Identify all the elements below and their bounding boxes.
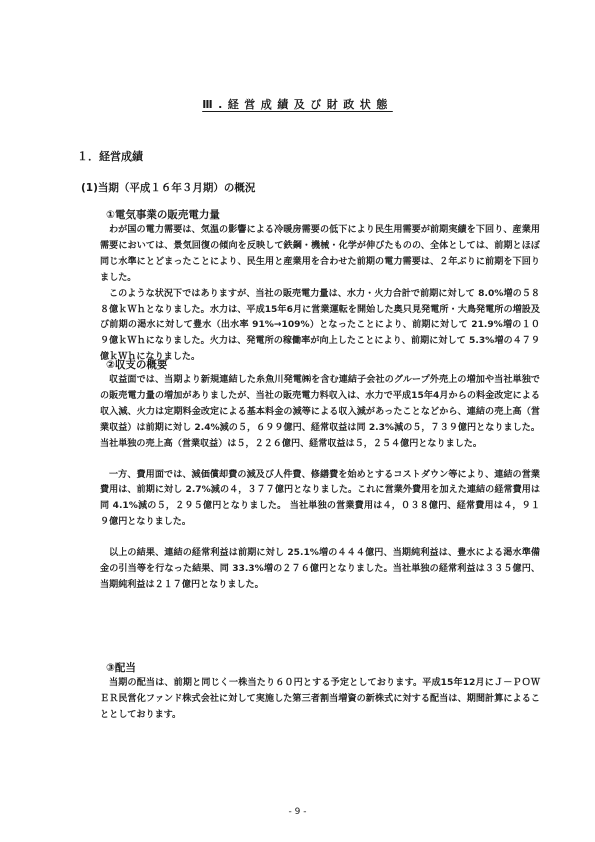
chapter-title: Ⅲ.経営成績及び財政状態 — [202, 98, 393, 111]
item-heading-income-summary: ②収支の概要 — [106, 359, 168, 371]
paragraph-expenses: 一方、費用面では、減価償却費の減及び人件費、修繕費を始めとするコストダウン等により、連結の営業費用は、前期に対し 2.7%減の４，３７７億円となりました。これに営業外費用を加えた連結の経常費用は同 4.1%減の５，２９５億円となりました。 当社単独の営業費用は４，０３８億円、経常費用は４，９１９億円となりました。 — [100, 469, 540, 528]
paragraph-dividend: 当期の配当は、前期と同じく一株当たり６０円とする予定としております。平成15年12月にＪ－ＰＯＷＥＲ民営化ファンド株式会社に対して実施した第三者割当増資の新株式に対する配当は、期間計算によることとしております。 — [100, 678, 540, 720]
item-dividend — [100, 660, 540, 724]
paragraph-sales-volume: このような状況下ではありますが、当社の販売電力量は、水力・火力合計で前期に対して 8.0%増の５８８億ｋＷｈとなりました。水力は、平成15年6月に営業運転を開始した奥只見発電所・大鳥発電所の増設及び前期の渇水に対して豊水（出水率 91%→109%）となったことにより、前期に対して 21.9%増の１０９億ｋＷｈになりました。火力は、発電所の稼働率が向上したことにより、前期に対して 5.3%増の４７９億ｋＷｈになりました。 — [100, 288, 540, 363]
item-income-summary — [100, 357, 540, 594]
item-electricity-sales — [100, 207, 540, 366]
paragraph-revenue: 収益面では、当期より新規連結した糸魚川発電㈱を含む連結子会社のグループ外売上の増加や当社単独での販売電力量の増加がありましたが、当社の販売電力料収入は、水力で平成15年4月からの料金改定による収入減、火力は定期料金改定による基本料金の減等による収入減があったことなどから、連結の売上高（営業収益）は前期に対し 2.4%減の５，６９９億円、経常収益は同 2.3%減の５，７３９億円となりました。当社単独の売上高（営業収益）は５，２２６億円、経常収益は５，２５４億円となりました。 — [100, 375, 540, 449]
subsection-heading: (1)当期（平成１６年３月期）の概況 — [81, 182, 256, 194]
paragraph-profit: 以上の結果、連結の経常利益は前期に対し 25.1%増の４４４億円、当期純利益は、豊水による渇水準備金の引当等を行なった結果、同 33.3%増の２７６億円となりました。当社単独の経常利益は３３５億円、当期純利益は２１７億円となりました。 — [100, 548, 540, 590]
paragraph-demand: わが国の電力需要は、気温の影響による冷暖房需要の低下により民生用需要が前期実績を下回り、産業用需要においては、景気回復の傾向を反映して鉄鋼・機械・化学が伸びたものの、全体としては、前期とほぼ同じ水準にとどまったことにより、民生用と産業用を合わせた前期の電力需要は、２年ぶりに前期を下回りました。 — [100, 225, 540, 283]
item-heading-electricity-sales: ①電気事業の販売電力量 — [106, 209, 220, 221]
item-heading-dividend: ③配当 — [106, 662, 136, 674]
page-number: - 9 - — [288, 807, 307, 817]
section-heading: １．経営成績 — [77, 150, 143, 163]
